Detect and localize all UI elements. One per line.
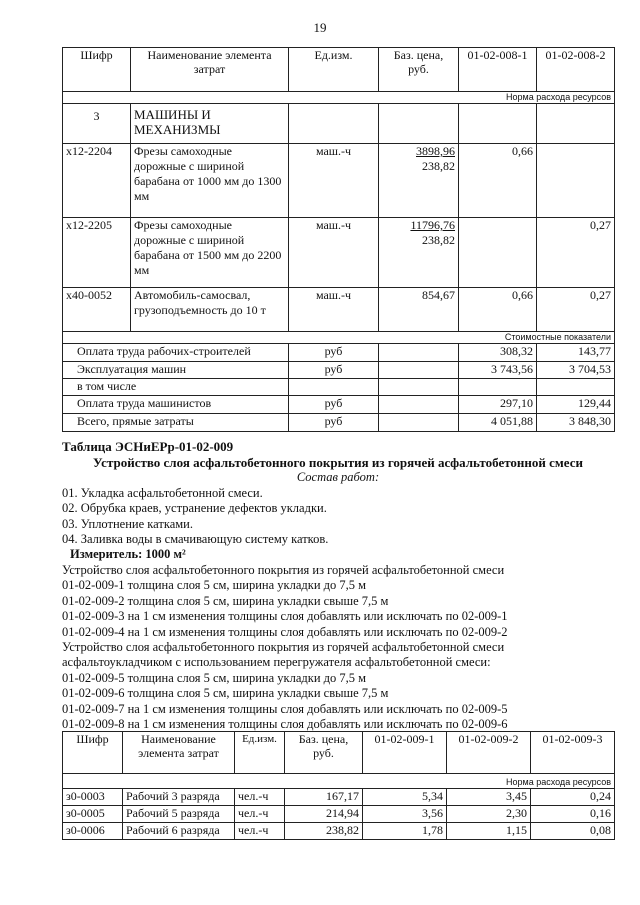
total-value-2: 3 704,53: [537, 362, 615, 379]
header-unit: Ед.изм.: [235, 732, 285, 774]
description-line: 01-02-009-4 на 1 см изменения толщины слоя добавлять или исключать по 02-009-2: [62, 624, 508, 639]
total-name: Эксплуатация машин: [63, 362, 289, 379]
total-value-2: 129,44: [537, 396, 615, 414]
total-row: [63, 414, 615, 432]
row-price: 11796,76: [410, 218, 455, 232]
table-row: [63, 806, 615, 823]
total-value-1: 297,10: [459, 396, 537, 414]
row-price-2: 238,82: [422, 233, 455, 247]
table-row: [63, 218, 615, 288]
description-line: 01-02-009-8 на 1 см изменения толщины слоя добавлять или исключать по 02-009-6: [62, 717, 508, 732]
row-unit: маш.-ч: [289, 218, 379, 288]
row-code: з0-0006: [63, 823, 123, 840]
header-col-2: 01-02-008-2: [537, 48, 615, 92]
row-value-3: 0,24: [531, 789, 615, 806]
total-unit: руб: [289, 344, 379, 362]
total-name: Оплата труда рабочих-строителей: [63, 344, 289, 362]
work-item: 02. Обрубка краев, устранение дефектов укладки.: [62, 501, 327, 516]
cost-label-row: [63, 332, 615, 344]
row-name: Автомобиль-самосвал, грузоподъемность до 10 т: [131, 288, 289, 332]
total-name: в том числе: [63, 379, 289, 396]
total-value-1: 4 051,88: [459, 414, 537, 432]
table-header-row: [63, 48, 615, 92]
row-value-1: 3,56: [363, 806, 447, 823]
meter-label: Измеритель: 1000 м²: [70, 547, 186, 561]
table-row: [63, 144, 615, 218]
header-name: Наименование элемента затрат: [123, 732, 235, 774]
norm-row: [63, 92, 615, 104]
description-line: 01-02-009-3 на 1 см изменения толщины слоя добавлять или исключать по 02-009-1: [62, 609, 508, 624]
row-value-2: [537, 144, 615, 218]
description-line: Устройство слоя асфальтобетонного покрытия из горячей асфальтобетонной смеси: [62, 563, 505, 577]
norm-label: Норма расхода ресурсов: [63, 774, 615, 789]
description-line: 01-02-009-1 толщина слоя 5 см, ширина укладки до 7,5 м: [62, 578, 367, 593]
header-col-3: 01-02-009-3: [531, 732, 615, 774]
total-row: [63, 362, 615, 379]
total-unit: руб: [289, 414, 379, 432]
row-name: Фрезы самоходные дорожные с шириной барабана от 1500 мм до 2200 мм: [131, 218, 289, 288]
total-value-2: 143,77: [537, 344, 615, 362]
norm-row: [63, 774, 615, 789]
row-unit: маш.-ч: [289, 288, 379, 332]
resource-table-008: [62, 47, 615, 432]
row-value-1: 5,34: [363, 789, 447, 806]
description-line: 01-02-009-2 толщина слоя 5 см, ширина укладки свыше 7,5 м: [62, 593, 389, 608]
row-code: х12-2205: [63, 218, 131, 288]
cost-label: Стоимостные показатели: [63, 332, 615, 344]
total-row: [63, 344, 615, 362]
description-line: Устройство слоя асфальтобетонного покрытия из горячей асфальтобетонной смеси: [62, 640, 505, 655]
row-value-2: 0,27: [537, 288, 615, 332]
header-code: Шифр: [63, 48, 131, 92]
section-title: Устройство слоя асфальтобетонного покрытия из горячей асфальтобетонной смеси: [93, 455, 583, 470]
row-unit: чел.-ч: [235, 789, 285, 806]
section-row: [63, 104, 615, 144]
works-list: [62, 486, 328, 548]
total-name: Оплата труда машинистов: [63, 396, 289, 414]
header-price: Баз. цена, руб.: [285, 732, 363, 774]
row-name: Фрезы самоходные дорожные с шириной барабана от 1000 мм до 1300 мм: [131, 144, 289, 218]
row-value-1: [459, 218, 537, 288]
total-value-1: 308,32: [459, 344, 537, 362]
section-code: 3: [63, 104, 131, 144]
row-price-2: 238,82: [422, 159, 455, 173]
description-line: асфальтоукладчиком с использованием перегружателя асфальтобетонной смеси:: [62, 655, 491, 670]
row-value-2: 2,30: [447, 806, 531, 823]
row-value-3: 0,16: [531, 806, 615, 823]
row-price: 3898,96: [416, 144, 455, 158]
row-name: Рабочий 5 разряда: [123, 806, 235, 823]
total-unit: руб: [289, 396, 379, 414]
work-item: 04. Заливка воды в смачивающую систему катков.: [62, 532, 329, 547]
total-row: [63, 396, 615, 414]
row-price: 238,82: [285, 823, 363, 840]
total-value-1: 3 743,56: [459, 362, 537, 379]
header-col-1: 01-02-009-1: [363, 732, 447, 774]
header-name: Наименование элемента затрат: [131, 48, 289, 92]
work-item: 01. Укладка асфальтобетонной смеси.: [62, 486, 263, 500]
row-value-2: 3,45: [447, 789, 531, 806]
total-name: Всего, прямые затраты: [63, 414, 289, 432]
header-col-1: 01-02-008-1: [459, 48, 537, 92]
row-code: х40-0052: [63, 288, 131, 332]
row-value-3: 0,08: [531, 823, 615, 840]
table-row: [63, 823, 615, 840]
row-price: 854,67: [379, 288, 459, 332]
row-unit: маш.-ч: [289, 144, 379, 218]
total-unit: руб: [289, 362, 379, 379]
total-value-2: 3 848,30: [537, 414, 615, 432]
table-row: [63, 789, 615, 806]
header-col-2: 01-02-009-2: [447, 732, 531, 774]
header-code: Шифр: [63, 732, 123, 774]
description-line: 01-02-009-7 на 1 см изменения толщины слоя добавлять или исключать по 02-009-5: [62, 701, 508, 716]
header-unit: Ед.изм.: [289, 48, 379, 92]
total-row: [63, 379, 615, 396]
row-unit: чел.-ч: [235, 806, 285, 823]
row-name: Рабочий 6 разряда: [123, 823, 235, 840]
section-title: МАШИНЫ И МЕХАНИЗМЫ: [131, 104, 289, 144]
table-label: Таблица ЭСНиЕРр-01-02-009: [62, 439, 234, 454]
row-value-2: 0,27: [537, 218, 615, 288]
description-line: 01-02-009-5 толщина слоя 5 см, ширина укладки до 7,5 м: [62, 670, 367, 685]
description-line: 01-02-009-6 толщина слоя 5 см, ширина укладки свыше 7,5 м: [62, 686, 389, 701]
norm-label: Норма расхода ресурсов: [63, 92, 615, 104]
row-unit: чел.-ч: [235, 823, 285, 840]
work-item: 03. Уплотнение катками.: [62, 516, 193, 531]
row-value-2: 1,15: [447, 823, 531, 840]
table-row: [63, 288, 615, 332]
table-header-row: [63, 732, 615, 774]
row-name: Рабочий 3 разряда: [123, 789, 235, 806]
row-code: з0-0005: [63, 806, 123, 823]
row-price: 167,17: [285, 789, 363, 806]
works-heading: Состав работ:: [296, 470, 380, 484]
resource-table-009: [62, 731, 615, 840]
row-value-1: 0,66: [459, 144, 537, 218]
header-price: Баз. цена, руб.: [379, 48, 459, 92]
row-code: з0-0003: [63, 789, 123, 806]
row-value-1: 1,78: [363, 823, 447, 840]
row-value-1: 0,66: [459, 288, 537, 332]
row-code: х12-2204: [63, 144, 131, 218]
row-price: 214,94: [285, 806, 363, 823]
description-list: [62, 563, 508, 732]
page-number: 19: [313, 20, 327, 35]
